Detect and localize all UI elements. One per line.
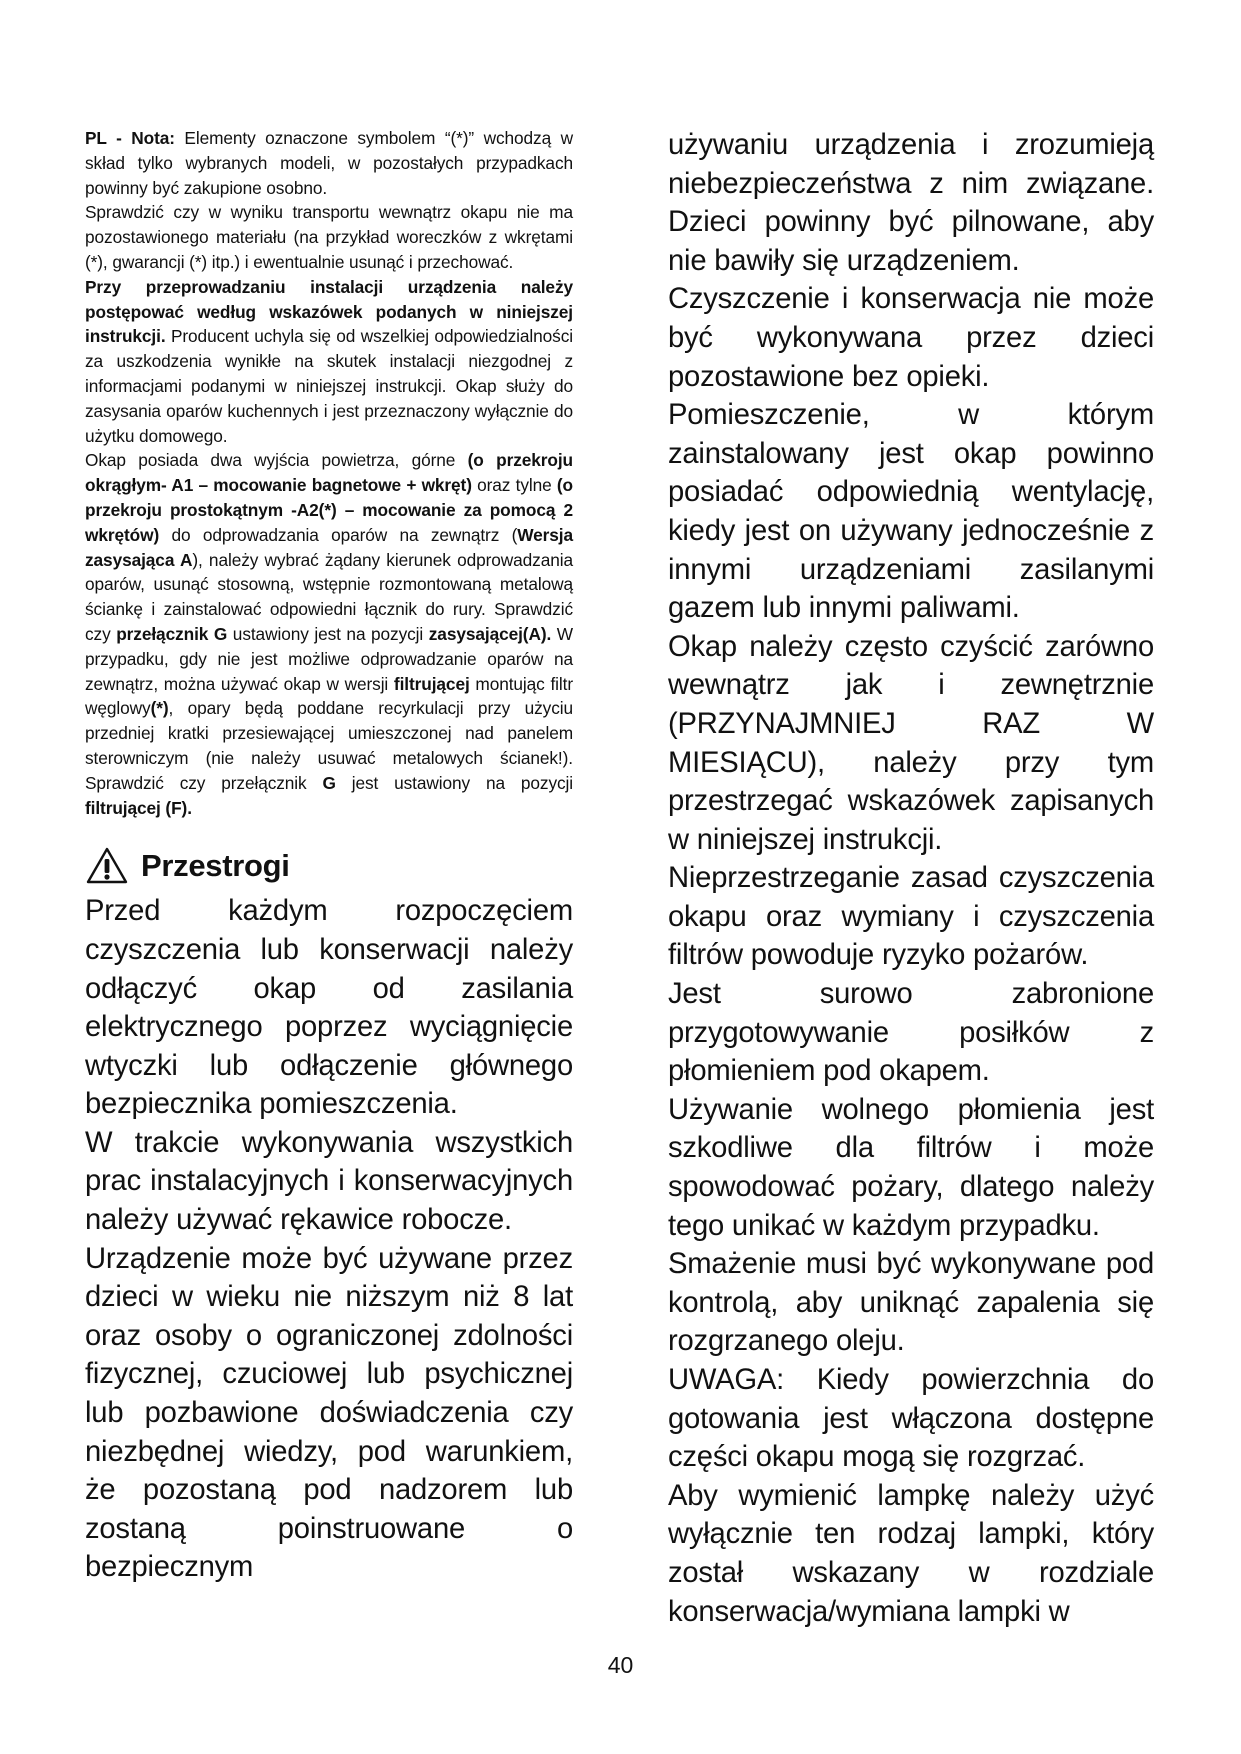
warning-paragraph: Smażenie musi być wykonywane pod kontrolą, aby uniknąć zapalenia się rozgrzanego oleju. bbox=[668, 1248, 1154, 1358]
warning-paragraph: W trakcie wykonywania wszystkich prac instalacyjnych i konserwacyjnych należy używać rękawice robocze. bbox=[85, 1126, 573, 1237]
warnings-title: Przestrogi bbox=[141, 848, 290, 884]
warning-triangle-icon bbox=[85, 846, 129, 886]
warning-paragraph: Czyszczenie i konserwacja nie może być wykonywana przez dzieci pozostawione bez opieki. bbox=[668, 283, 1154, 393]
warning-paragraph: Nieprzestrzeganie zasad czyszczenia okapu oraz wymiany i czyszczenia filtrów powoduje ryzyko pożarów. bbox=[668, 862, 1154, 972]
warning-paragraph: używaniu urządzenia i zrozumieją niebezpieczeństwa z nim związane. Dzieci powinny być pilnowane, aby nie bawiły się urządzeniem. bbox=[668, 129, 1154, 277]
air-outlet-paragraph: Okap posiada dwa wyjścia powietrza, górne (o przekroju okrągłym- A1 – mocowanie bagnetowe + wkręt) oraz tylne (o przekroju prostokątnym -A2(*) – mocowanie za pomocą 2 wkrętów) do odprowadzania oparów na zewnątrz (Wersja zasysająca A), należy wybrać żądany kierunek odprowadzania oparów, usunąć stosowną, wstępnie rozmontowaną metalową ściankę i zainstalować odpowiedni łącznik do rury. Sprawdzić czy przełącznik G ustawiony jest na pozycji zasysającej(A). W przypadku, gdy nie jest możliwe odprowadzanie oparów na zewnątrz, można używać okap w wersji filtrującej montując filtr węglowy(*), opary będą poddane recyrkulacji przy użyciu przedniej kratki przesiewającej umieszczonej nad panelem sterowniczym (nie należy usuwać metalowych ścianek!). Sprawdzić czy przełącznik G jest ustawiony na pozycji filtrującej (F). bbox=[85, 450, 574, 818]
installation-paragraph: Przy przeprowadzaniu instalacji urządzenia należy postępować według wskazówek podanych w niniejszej instrukcji. Producent uchyla się od wszelkiej odpowiedzialności za uszkodzenia wynikłe na skutek instalacji niezgodnej z informacjami podanymi w niniejszej instrukcji. Okap służy do zasysania oparów kuchennych i jest przeznaczony wyłącznie do użytku domowego. bbox=[85, 276, 573, 446]
left-column bbox=[85, 126, 573, 1587]
warning-paragraph: Pomieszczenie, w którym zainstalowany jest okap powinno posiadać odpowiednią wentylację, kiedy jest on używany jednocześnie z innymi urządzeniami zasilanymi gazem lub innymi paliwami. bbox=[668, 399, 1154, 625]
installation-notes bbox=[85, 126, 573, 820]
warning-paragraph: Aby wymienić lampkę należy użyć wyłącznie ten rodzaj lampki, który został wskazany w rozdziale konserwacja/wymiana lampki w bbox=[668, 1479, 1154, 1628]
warnings-heading bbox=[85, 846, 573, 886]
page-number: 40 bbox=[607, 1652, 634, 1678]
warning-paragraph: Urządzenie może być używane przez dzieci w wieku nie niższym niż 8 lat oraz osoby o ograniczonej zdolności fizycznej, czuciowej lub psychicznej lub pozbawione doświadczenia czy niezbędnej wiedzy, pod warunkiem, że pozostaną pod nadzorem lub zostaną poinstruowane o bezpiecznym bbox=[85, 1242, 573, 1584]
warning-paragraph: Przed każdym rozpoczęciem czyszczenia lub konserwacji należy odłączyć okap od zasilania elektrycznego poprzez wyciągnięcie wtyczki lub odłączenie głównego bezpiecznika pomieszczenia. bbox=[85, 895, 573, 1121]
warning-paragraph: Jest surowo zabronione przygotowywanie posiłków z płomieniem pod okapem. bbox=[668, 978, 1154, 1088]
warning-paragraph: Okap należy często czyścić zarówno wewnątrz jak i zewnętrznie (PRZYNAJMNIEJ RAZ W MIESIĄCU), należy przy tym przestrzegać wskazówek zapisanych w niniejszej instrukcji. bbox=[668, 630, 1154, 856]
warning-paragraph: Używanie wolnego płomienia jest szkodliwe dla filtrów i może spowodować pożary, dlatego należy tego unikać w każdym przypadku. bbox=[668, 1093, 1154, 1242]
warning-paragraph: UWAGA: Kiedy powierzchnia do gotowania jest włączona dostępne części okapu mogą się rozgrzać. bbox=[668, 1364, 1154, 1474]
note-paragraph: PL - Nota: Elementy oznaczone symbolem “(*)” wchodzą w skład tylko wybranych modeli, w pozostałych przypadkach powinny być zakupione osobno. bbox=[85, 128, 573, 198]
warnings-left bbox=[85, 892, 573, 1587]
right-column bbox=[668, 126, 1154, 1631]
transport-check-paragraph: Sprawdzić czy w wyniku transportu wewnątrz okapu nie ma pozostawionego materiału (na przykład woreczków z wkrętami (*), gwarancji (*) itp.) i ewentualnie usunąć i przechować. bbox=[85, 202, 573, 272]
